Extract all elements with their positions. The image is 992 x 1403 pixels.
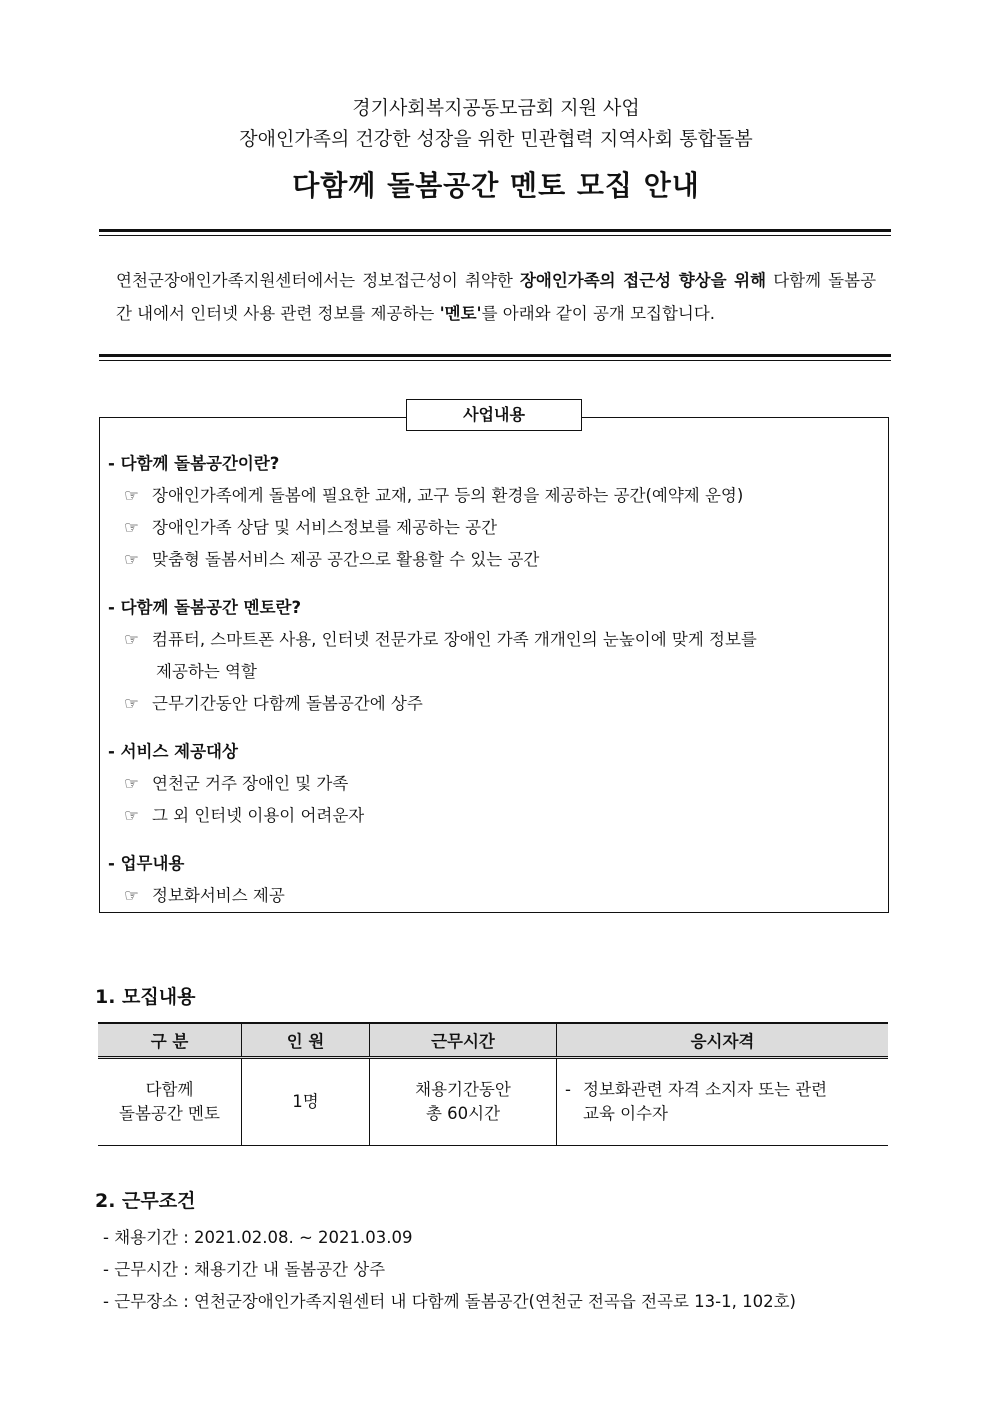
- cell-qualification: [557, 1058, 889, 1146]
- list-item: [124, 514, 497, 538]
- header-line-2: 장애인가족의 건강한 성장을 위한 민관협력 지역사회 통합돌봄: [239, 128, 753, 150]
- list-item: [124, 802, 364, 826]
- condition-hours: - 근무시간 : 채용기간 내 돌봄공간 상주: [103, 1260, 386, 1279]
- pointing-hand-icon: ☞: [124, 774, 139, 793]
- list-item-text: 장애인가족 상담 및 서비스정보를 제공하는 공간: [152, 518, 498, 537]
- intro-text-1: 연천군장애인가족지원센터에서는 정보접근성이 취약한: [116, 271, 520, 290]
- list-item-text: 맞춤형 돌봄서비스 제공 공간으로 활용할 수 있는 공간: [152, 550, 540, 569]
- list-item-text: 그 외 인터넷 이용이 어려운자: [152, 806, 365, 825]
- cell-hours: [370, 1058, 557, 1146]
- section-heading-target: - 서비스 제공대상: [108, 742, 238, 761]
- pointing-hand-icon: ☞: [124, 630, 139, 649]
- cell-hours-line-1: 채용기간동안: [415, 1080, 511, 1099]
- table-header-row: [98, 1023, 888, 1058]
- list-item: [124, 482, 743, 506]
- business-box-tab: 사업내용: [406, 399, 582, 431]
- section-heading-mentor: - 다함께 돌봄공간 멘토란?: [108, 598, 302, 617]
- list-item: [124, 690, 423, 714]
- list-item-text: 컴퓨터, 스마트폰 사용, 인터넷 전문가로 장애인 가족 개개인의 눈높이에 맞게 정보를: [152, 630, 757, 649]
- intro-text-2: 다함께 돌봄공간 내에서 인터넷 사용 관련 정보를 제공하는: [116, 271, 877, 323]
- intro-text-3: 를 아래와 같이 공개 모집합니다.: [481, 304, 716, 323]
- pointing-hand-icon: ☞: [124, 518, 139, 537]
- recruit-heading: 1. 모집내용: [95, 986, 196, 1008]
- cell-category: [98, 1058, 242, 1146]
- qualification-dash: -: [565, 1080, 571, 1099]
- top-divider: [99, 229, 891, 236]
- intro-bold-1: 장애인가족의 접근성 향상을 위해: [519, 271, 767, 290]
- qualification-line-2: 교육 이수자: [583, 1104, 668, 1123]
- list-item-continuation: 제공하는 역할: [156, 662, 257, 681]
- pointing-hand-icon: ☞: [124, 806, 139, 825]
- list-item: [124, 882, 285, 906]
- list-item-text: 정보화서비스 제공: [152, 886, 285, 905]
- column-header-hours: 근무시간: [370, 1023, 557, 1058]
- list-item-text: 연천군 거주 장애인 및 가족: [152, 774, 349, 793]
- list-item: [124, 626, 876, 650]
- section-heading-duties: - 업무내용: [108, 854, 185, 873]
- cell-category-line-2: 돌봄공간 멘토: [119, 1104, 220, 1123]
- pointing-hand-icon: ☞: [124, 550, 139, 569]
- list-item: [124, 546, 539, 570]
- pointing-hand-icon: ☞: [124, 886, 139, 905]
- condition-period: - 채용기간 : 2021.02.08. ~ 2021.03.09: [103, 1228, 413, 1247]
- cell-hours-line-2: 총 60시간: [425, 1104, 501, 1123]
- column-header-category: 구 분: [98, 1023, 242, 1058]
- column-header-qualification: 응시자격: [557, 1023, 889, 1058]
- section-heading-space: - 다함께 돌봄공간이란?: [108, 454, 280, 473]
- list-item-text: 근무기간동안 다함께 돌봄공간에 상주: [152, 694, 423, 713]
- table-row: [98, 1058, 888, 1146]
- recruit-table: [98, 1022, 888, 1146]
- conditions-heading: 2. 근무조건: [95, 1190, 196, 1212]
- document-title: 다함께 돌봄공간 멘토 모집 안내: [292, 169, 700, 202]
- intro-paragraph: [116, 264, 876, 330]
- pointing-hand-icon: ☞: [124, 694, 139, 713]
- list-item-text: 장애인가족에게 돌봄에 필요한 교재, 교구 등의 환경을 제공하는 공간(예약제 운영): [152, 486, 744, 505]
- cell-count: 1명: [242, 1058, 370, 1146]
- bottom-divider: [99, 354, 891, 361]
- cell-category-line-1: 다함께: [145, 1080, 194, 1099]
- header-line-1: 경기사회복지공동모금회 지원 사업: [352, 97, 640, 119]
- column-header-count: 인 원: [242, 1023, 370, 1058]
- pointing-hand-icon: ☞: [124, 486, 139, 505]
- condition-location: - 근무장소 : 연천군장애인가족지원센터 내 다함께 돌봄공간(연천군 전곡읍 전곡로 13-1, 102호): [103, 1292, 796, 1311]
- qualification-line-1: 정보화관련 자격 소지자 또는 관련: [583, 1080, 828, 1099]
- list-item: [124, 770, 348, 794]
- intro-bold-2: '멘토': [439, 304, 482, 323]
